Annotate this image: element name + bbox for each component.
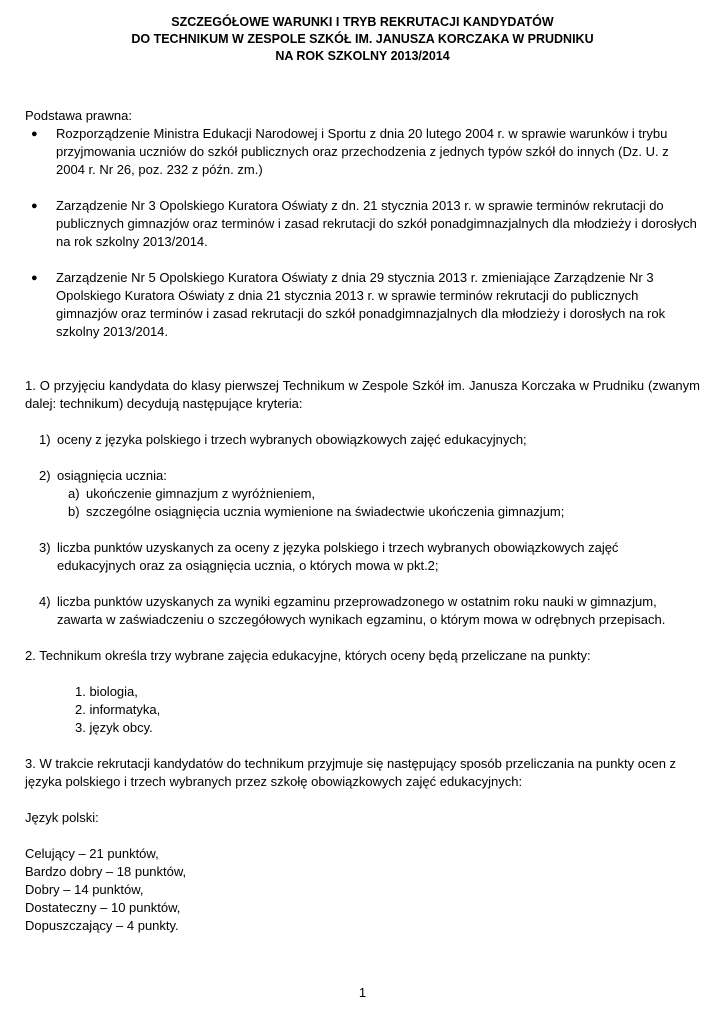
subitem-letter: b) bbox=[68, 504, 80, 519]
criteria-text: liczba punktów uzyskanych za wyniki egzaminu przeprowadzonego w ostatnim roku nauki w gimnazjum, zawarta w zaświadczeniu o szczegółowych wynikach egzaminu, o którym mowa w odrębnych przepisach. bbox=[57, 594, 666, 627]
subject-heading: Język polski: bbox=[25, 810, 99, 825]
criteria-text: osiągnięcia ucznia: bbox=[57, 468, 167, 483]
legal-basis-text: Zarządzenie Nr 3 Opolskiego Kuratora Oświaty z dn. 21 stycznia 2013 r. w sprawie terminów rekrutacji do publicznych gimnazjów oraz terminów i zasad rekrutacji do szkół ponadgimnazjalnych dla młodzieży i dorosłych na rok szkolny 2013/2014. bbox=[56, 198, 697, 249]
criteria-item bbox=[39, 593, 700, 629]
legal-basis-text: Rozporządzenie Ministra Edukacji Narodowej i Sportu z dnia 20 lutego 2004 r. w sprawie warunków i trybu przyjmowania uczniów do szkół publicznych oraz przechodzenia z jednych typów szkół do innych (Dz. U. z 2004 r. Nr 26, poz. 232 z późn. zm.) bbox=[56, 126, 669, 177]
bullet-dot-icon: ● bbox=[31, 272, 38, 284]
document-page bbox=[25, 14, 700, 935]
subitem-text: ukończenie gimnazjum z wyróżnieniem, bbox=[86, 486, 316, 501]
criteria-number: 4) bbox=[39, 594, 51, 609]
legal-basis-item bbox=[29, 197, 700, 251]
subject-list-item: 1. biologia, bbox=[75, 684, 138, 699]
criteria-subitem bbox=[68, 485, 700, 503]
document-title bbox=[25, 14, 700, 65]
page-number: 1 bbox=[358, 985, 367, 1000]
title-line-1: SZCZEGÓŁOWE WARUNKI I TRYB REKRUTACJI KANDYDATÓW bbox=[171, 15, 554, 29]
legal-basis-item bbox=[29, 125, 700, 179]
criteria-item bbox=[39, 467, 700, 485]
legal-basis-label: Podstawa prawna: bbox=[25, 108, 132, 123]
criteria-number: 1) bbox=[39, 432, 51, 447]
section-2-intro: 2. Technikum określa trzy wybrane zajęcia edukacyjne, których oceny będą przeliczane na punkty: bbox=[25, 648, 591, 663]
legal-basis-item bbox=[29, 269, 700, 341]
criteria-number: 3) bbox=[39, 540, 51, 555]
bullet-dot-icon: ● bbox=[31, 128, 38, 140]
section-3-intro: 3. W trakcie rekrutacji kandydatów do technikum przyjmuje się następujący sposób przeliczania na punkty ocen z języka polskiego i trzech wybranych przez szkołę obowiązkowych zajęć edukacyjnych: bbox=[25, 756, 677, 789]
grade-points-line: Bardzo dobry – 18 punktów, bbox=[25, 864, 187, 879]
title-line-3: NA ROK SZKOLNY 2013/2014 bbox=[275, 49, 450, 63]
subject-list-item: 3. język obcy. bbox=[75, 720, 153, 735]
grade-points-line: Celujący – 21 punktów, bbox=[25, 846, 159, 861]
grade-points-line: Dostateczny – 10 punktów, bbox=[25, 900, 181, 915]
section-1-intro: 1. O przyjęciu kandydata do klasy pierwszej Technikum w Zespole Szkół im. Janusza Korczaka w Prudniku (zwanym dalej: technikum) decydują następujące kryteria: bbox=[25, 378, 700, 411]
subitem-text: szczególne osiągnięcia ucznia wymienione na świadectwie ukończenia gimnazjum; bbox=[86, 504, 565, 519]
criteria-text: oceny z języka polskiego i trzech wybranych obowiązkowych zajęć edukacyjnych; bbox=[57, 432, 527, 447]
criteria-item bbox=[39, 539, 700, 575]
grade-points-line: Dopuszczający – 4 punkty. bbox=[25, 918, 179, 933]
criteria-number: 2) bbox=[39, 468, 51, 483]
legal-basis-text: Zarządzenie Nr 5 Opolskiego Kuratora Oświaty z dnia 29 stycznia 2013 r. zmieniające Zarządzenie Nr 3 Opolskiego Kuratora Oświaty z dnia 21 stycznia 2013 r. w sprawie terminów rekrutacji do publicznych gimnazjów oraz terminów i zasad rekrutacji do szkół ponadgimnazjalnych dla młodzieży i dorosłych na rok szkolny 2013/2014. bbox=[56, 270, 666, 339]
subitem-letter: a) bbox=[68, 486, 80, 501]
subject-list-item: 2. informatyka, bbox=[75, 702, 161, 717]
grade-points-line: Dobry – 14 punktów, bbox=[25, 882, 144, 897]
bullet-dot-icon: ● bbox=[31, 200, 38, 212]
title-line-2: DO TECHNIKUM W ZESPOLE SZKÓŁ IM. JANUSZA KORCZAKA W PRUDNIKU bbox=[131, 32, 594, 46]
criteria-text: liczba punktów uzyskanych za oceny z języka polskiego i trzech wybranych obowiązkowych zajęć edukacyjnych oraz za osiągnięcia ucznia, o których mowa w pkt.2; bbox=[57, 540, 619, 573]
criteria-item bbox=[39, 431, 700, 449]
criteria-subitem bbox=[68, 503, 700, 521]
